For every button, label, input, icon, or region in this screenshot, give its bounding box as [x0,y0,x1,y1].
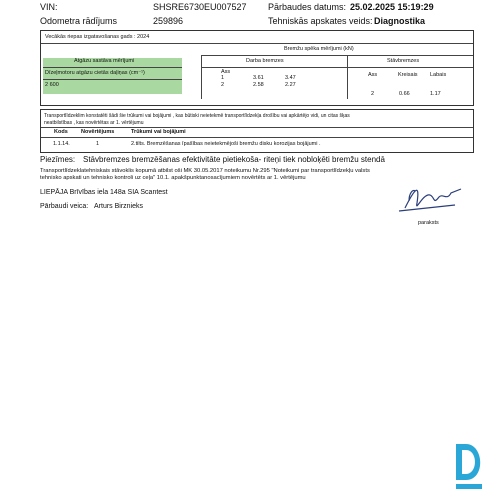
divider [348,67,473,68]
service-right-1: 3.47 [285,75,296,81]
signature-caption: paraksts [418,220,439,226]
legal-line-2: tehnisko apskati un tehnisko kontroli uz ceļa" 10.1. apakšpunktanosacījumiem novērtēts ar 1. vērtējumu [40,175,306,181]
location: LIEPĀJA Brīvības iela 148a SIA Scantest [40,189,168,196]
defects-panel [40,109,474,153]
vin-label: VIN: [40,2,58,12]
divider [41,137,473,138]
notes-label: Piezīmes: [40,155,76,164]
emission-value: 2 600 [45,82,59,88]
parking-right-2: 1.17 [430,91,441,97]
vin-value: SHSRE6730EU007527 [153,2,247,12]
service-left-2: 2.58 [253,82,264,88]
divider [41,43,473,44]
divider [201,55,202,99]
divider [43,67,182,68]
emission-title: Atgāzu sastāva mērījumi [74,58,135,64]
defect-code: 1.1.14. [53,141,70,147]
col-code: Kods [54,129,68,135]
signature [395,183,465,218]
parking-right-header: Labais [430,72,447,78]
defect-rating: 1 [96,141,100,147]
service-left-1: 3.61 [253,75,264,81]
parking-brake-label: Stāvbremzes [387,58,420,64]
inspector-label: Pārbaudi veica: [40,203,89,210]
col-fault: Trūkumi vai bojājumi [131,129,186,135]
service-axle-2: 2 [221,82,225,88]
parking-left-header: Kreisais [398,72,418,78]
divider [43,79,182,80]
inspection-type-value: Diagnostika [374,16,426,26]
service-right-2: 2.27 [285,82,296,88]
col-rating: Novērtējums [81,129,115,135]
divider [347,55,348,99]
divider [201,55,473,56]
odometer-value: 259896 [153,16,184,26]
divider [202,67,347,68]
tire-year-text: Vecākās riepas izgatavošanas gads : 2024 [45,34,150,40]
divider [41,127,473,128]
parking-left-2: 0.66 [399,91,410,97]
service-brake-label: Darba bremzes [246,58,284,64]
brake-title: Bremžu spēka mērījumi (kN) [284,46,354,52]
defect-fault: 2.tilts. Bremzēšanas īpašības neietekmējoši bremžu disku korozijas bojājumi . [131,141,321,147]
legal-line-1: Transportlīdzeklatehniskais stāvoklis kopumā atbilst oši MK 30.05.2017 noteikumu Nr.295 "Noteikumi par transportlīdzekļu valsts [40,168,370,174]
inspection-type-label: Tehniskās apskates veids: [268,16,373,26]
defects-intro-2: neatbilstības , kas novērtētas ar 1. vērtējumu [44,120,144,126]
brand-logo-icon [452,440,490,494]
date-value: 25.02.2025 15:19:29 [350,2,434,12]
parking-axle-2: 2 [371,91,375,97]
notes-text: Stāvbremzes bremzēšanas efektivitāte pietiekoša- riteņi tiek nobloķēti bremžu stendā [83,155,385,164]
service-axle-1: 1 [221,75,225,81]
date-label: Pārbaudes datums: [268,2,347,12]
measurement-panel [40,30,474,106]
parking-axle-header: Ass [368,72,378,78]
defects-intro: Transportlīdzeklim konstatēti šādi šie trūkumi vai bojājumi , kas būtiski neietekmē transportlīdzekļa drošību vai apkārtējo vidi, un citas šķas [44,113,350,119]
service-axle-header: Ass [221,69,231,75]
odometer-label: Odometra rādījums [40,16,118,26]
inspector-name: Arturs Birznieks [94,203,144,210]
emission-label: Dīzeļmotoru atgāzu cietās daļiņas (cm⁻¹) [45,70,145,76]
